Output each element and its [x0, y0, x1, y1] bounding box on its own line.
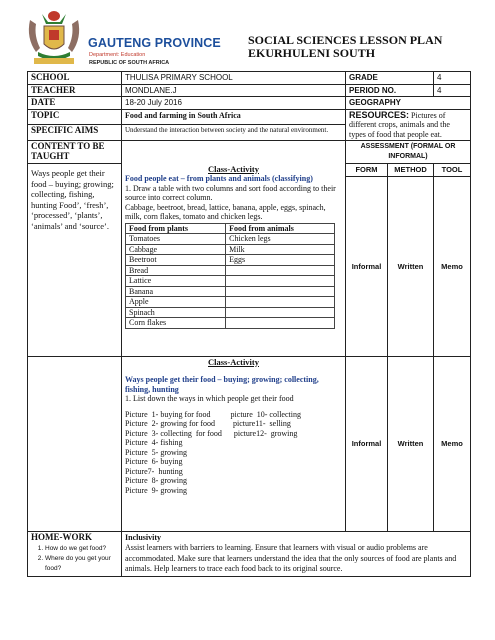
plant-cell: Corn flakes	[126, 318, 226, 329]
animal-cell	[226, 286, 335, 297]
row-content-label	[28, 141, 471, 164]
list-item: Picture 3- collecting for food picture12- growing	[125, 428, 298, 438]
assessment-2-tool: Memo	[434, 356, 471, 531]
table-row	[126, 307, 335, 318]
row-school	[28, 72, 471, 85]
period-label: PERIOD NO.	[346, 84, 434, 97]
list-item: Picture 8- growing	[125, 476, 187, 485]
plant-cell: Apple	[126, 297, 226, 308]
assessment-method-header: METHOD	[388, 164, 434, 177]
row-activity-1	[28, 164, 471, 177]
list-item: 2. Where do you get your food?	[45, 554, 118, 574]
plant-cell: Spinach	[126, 307, 226, 318]
row-homework	[28, 531, 471, 576]
school-label: SCHOOL	[28, 72, 122, 85]
date-label: DATE	[28, 97, 122, 110]
animal-cell: Chicken legs	[226, 234, 335, 245]
assessment-1-method: Written	[388, 177, 434, 357]
assessment-form-header: FORM	[346, 164, 388, 177]
topic-label: TOPIC	[28, 109, 122, 125]
plant-cell: Banana	[126, 286, 226, 297]
resources-value: Pictures of different crops, animals and the types of food that people eat.	[349, 110, 450, 139]
title-line-1: SOCIAL SCIENCES LESSON PLAN	[248, 33, 443, 47]
content-label: CONTENT TO BE TAUGHT	[28, 141, 122, 164]
topic-value: Food and farming in South Africa	[122, 109, 346, 125]
list-item: Picture 6- buying	[125, 457, 183, 466]
homework-list	[31, 544, 118, 574]
col-food-from-plants: Food from plants	[126, 223, 226, 234]
plant-cell: Lattice	[126, 276, 226, 287]
table-row	[126, 286, 335, 297]
document-title	[248, 34, 442, 60]
teacher-value: MONDLANE.J	[122, 84, 346, 97]
list-item: Picture 2- growing for food picture11- selling	[125, 419, 291, 428]
activity-2-instruction: 1. List down the ways in which people get their food	[125, 394, 294, 403]
activity-1-title: Class-Activity	[208, 163, 259, 174]
animal-cell: Milk	[226, 244, 335, 255]
title-line-2: EKURHULENI SOUTH	[248, 46, 376, 60]
animal-cell	[226, 307, 335, 318]
homework-label: HOME-WORK	[31, 531, 92, 542]
grade-value: 4	[434, 72, 471, 85]
food-sort-table	[125, 223, 335, 329]
plant-cell: Bread	[126, 265, 226, 276]
list-item: Picture 5- growing	[125, 447, 187, 457]
assessment-1-tool: Memo	[434, 177, 471, 357]
teacher-label: TEACHER	[28, 84, 122, 97]
subject-value: GEOGRAPHY	[346, 97, 471, 110]
activity-2-cell	[122, 356, 346, 531]
period-value: 4	[434, 84, 471, 97]
activity-1-instruction: 1. Draw a table with two columns and sort food according to their source into correct column.	[125, 183, 336, 202]
republic-name: REPUBLIC OF SOUTH AFRICA	[89, 60, 170, 66]
lesson-plan-table	[27, 71, 471, 577]
table-row	[126, 234, 335, 245]
list-item: Picture 9- growing	[125, 485, 187, 495]
row-teacher	[28, 84, 471, 97]
activity-1-food-list: Cabbage, beetroot, bread, lattice, banana, apple, eggs, spinach, milk, corn flakes, tomato and chicken legs.	[125, 202, 326, 221]
table-row	[126, 255, 335, 266]
table-row	[126, 297, 335, 308]
activity-2-heading: Ways people get their food – buying; growing; collecting, fishing, hunting	[125, 375, 319, 394]
activity-1-heading: Food people eat – from plants and animals (classifying)	[125, 174, 313, 183]
row-activity-2	[28, 356, 471, 531]
animal-cell	[226, 297, 335, 308]
coat-of-arms-logo	[22, 8, 86, 70]
activity-1-cell	[122, 164, 346, 357]
plant-cell: Tomatoes	[126, 234, 226, 245]
inclusivity-cell	[122, 531, 471, 576]
animal-cell	[226, 318, 335, 329]
inclusivity-text: Assist learners with barriers to learning. Ensure that learners with visual or audio problems are accommodated. Make sure that learners understand the idea that the only sources of food are plants and animals. Help learners to trace each food back to its original source.	[125, 543, 457, 573]
plant-cell: Cabbage	[126, 244, 226, 255]
table-row	[126, 244, 335, 255]
department-name: Department: Education	[89, 52, 146, 58]
page-header	[22, 8, 472, 70]
list-item: Picture7- hunting	[125, 466, 183, 476]
activity-2-title: Class-Activity	[208, 356, 259, 367]
list-item: Picture 1- buying for food picture 10- collecting	[125, 409, 301, 419]
list-item: Picture 4- fishing	[125, 438, 183, 447]
table-row	[126, 276, 335, 287]
resources-cell	[346, 109, 471, 141]
school-value: THULISA PRIMARY SCHOOL	[122, 72, 346, 85]
assessment-2-method: Written	[388, 356, 434, 531]
animal-cell	[226, 265, 335, 276]
content-empty-cell	[28, 356, 122, 531]
row-date	[28, 97, 471, 110]
assessment-1-form: Informal	[346, 177, 388, 357]
col-food-from-animals: Food from animals	[226, 223, 335, 234]
grade-label: GRADE	[346, 72, 434, 85]
list-item: 1. How do we get food?	[45, 544, 118, 554]
food-table-header	[126, 223, 335, 234]
assessment-tool-header: TOOL	[434, 164, 471, 177]
homework-cell	[28, 531, 122, 576]
animal-cell: Eggs	[226, 255, 335, 266]
assessment-title: ASSESSMENT (FORMAL OR INFORMAL)	[346, 141, 471, 164]
row-topic	[28, 109, 471, 125]
aims-label: SPECIFIC AIMS	[28, 125, 122, 141]
date-value: 18-20 July 2016	[122, 97, 346, 110]
content-spacer	[122, 141, 346, 164]
resources-label: RESOURCES:	[349, 109, 410, 120]
aims-value: Understand the interaction between society and the natural environment.	[122, 125, 346, 141]
table-row	[126, 318, 335, 329]
plant-cell: Beetroot	[126, 255, 226, 266]
animal-cell	[226, 276, 335, 287]
province-name: GAUTENG PROVINCE	[88, 36, 221, 50]
inclusivity-label: Inclusivity	[125, 532, 162, 542]
assessment-2-form: Informal	[346, 356, 388, 531]
table-row	[126, 265, 335, 276]
content-text: Ways people get their food – buying; growing; collecting, fishing, hunting Food’, ‘fresh’, ‘processed’, ‘plants’, ‘animals’ and ‘source’.	[28, 164, 122, 357]
